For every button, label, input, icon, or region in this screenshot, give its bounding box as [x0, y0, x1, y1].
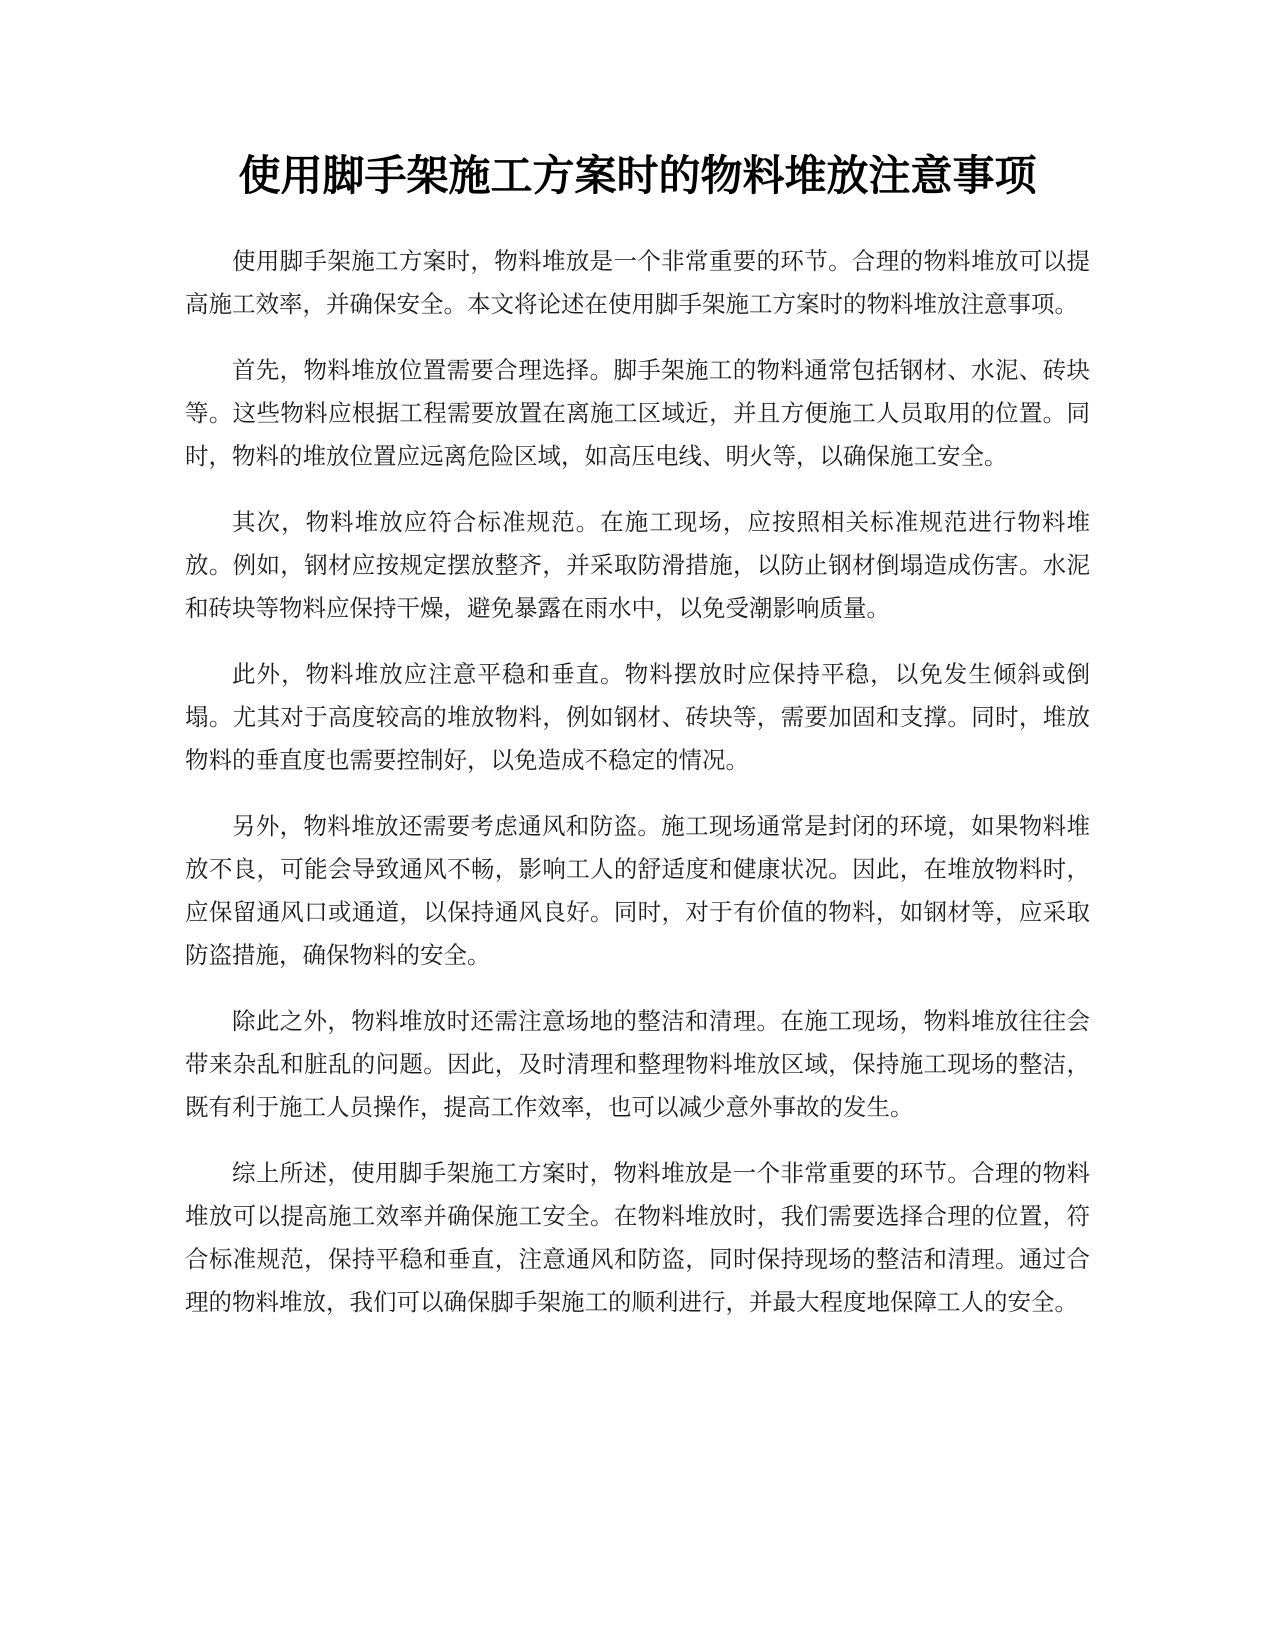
paragraph-ventilation-security: 另外，物料堆放还需要考虑通风和防盗。施工现场通常是封闭的环境，如果物料堆放不良，可能会导致通风不畅，影响工人的舒适度和健康状况。因此，在堆放物料时，应保留通风口或通道，以保持通风良好。同时，对于有价值的物料，如钢材等，应采取防盗措施，确保物料的安全。: [185, 812, 1090, 969]
paragraph-conclusion: 综上所述，使用脚手架施工方案时，物料堆放是一个非常重要的环节。合理的物料堆放可以提高施工效率并确保施工安全。在物料堆放时，我们需要选择合理的位置，符合标准规范，保持平稳和垂直，注意通风和防盗，同时保持现场的整洁和清理。通过合理的物料堆放，我们可以确保脚手架施工的顺利进行，并最大程度地保障工人的安全。: [185, 1159, 1090, 1316]
paragraph-intro: 使用脚手架施工方案时，物料堆放是一个非常重要的环节。合理的物料堆放可以提高施工效率，并确保安全。本文将论述在使用脚手架施工方案时的物料堆放注意事项。: [185, 247, 1090, 318]
document-title: 使用脚手架施工方案时的物料堆放注意事项: [238, 151, 1037, 200]
paragraph-cleanliness: 除此之外，物料堆放时还需注意场地的整洁和清理。在施工现场，物料堆放往往会带来杂乱和脏乱的问题。因此，及时清理和整理物料堆放区域，保持施工现场的整洁，既有利于施工人员操作，提高工作效率，也可以减少意外事故的发生。: [185, 1007, 1090, 1121]
document-body: [185, 240, 1090, 1347]
paragraph-location: 首先，物料堆放位置需要合理选择。脚手架施工的物料通常包括钢材、水泥、砖块等。这些物料应根据工程需要放置在离施工区域近，并且方便施工人员取用的位置。同时，物料的堆放位置应远离危险区域，如高压电线、明火等，以确保施工安全。: [185, 356, 1090, 470]
paragraph-stability: 此外，物料堆放应注意平稳和垂直。物料摆放时应保持平稳，以免发生倾斜或倒塌。尤其对于高度较高的堆放物料，例如钢材、砖块等，需要加固和支撑。同时，堆放物料的垂直度也需要控制好，以免造成不稳定的情况。: [185, 660, 1090, 774]
paragraph-standards: 其次，物料堆放应符合标准规范。在施工现场，应按照相关标准规范进行物料堆放。例如，钢材应按规定摆放整齐，并采取防滑措施，以防止钢材倒塌造成伤害。水泥和砖块等物料应保持干燥，避免暴露在雨水中，以免受潮影响质量。: [185, 508, 1090, 622]
